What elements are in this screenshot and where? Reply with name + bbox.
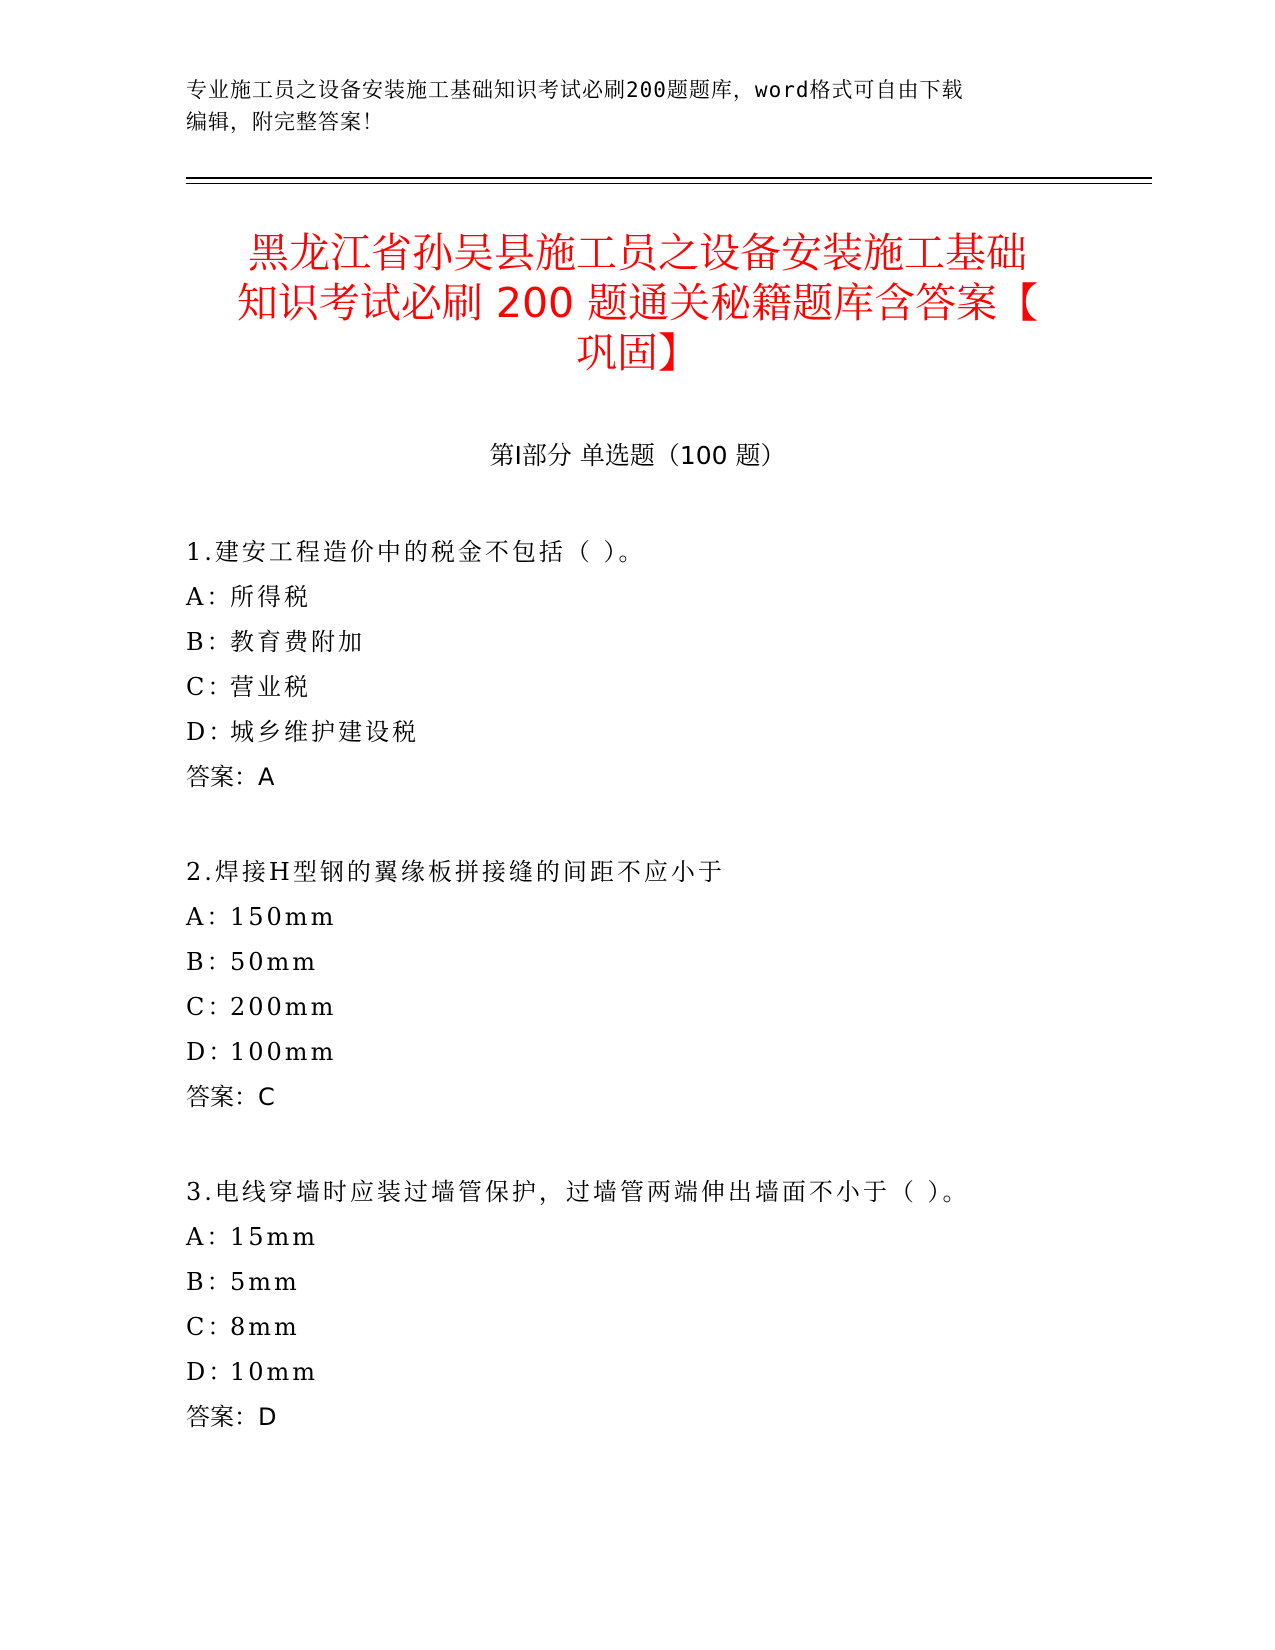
option-text: 5mm bbox=[230, 1268, 300, 1296]
question-stem: 1.建安工程造价中的税金不包括（ ）。 bbox=[186, 538, 646, 566]
option-c bbox=[186, 1305, 1136, 1350]
option-key: A： bbox=[186, 903, 234, 931]
header-note-line-2: 编辑，附完整答案！ bbox=[186, 110, 384, 134]
option-key: C： bbox=[186, 1313, 235, 1341]
title-line-3: 巩固】 bbox=[576, 329, 699, 377]
option-a bbox=[186, 1215, 1136, 1260]
answer-line: 答案：D bbox=[186, 1403, 277, 1431]
question-1 bbox=[186, 530, 1136, 800]
answer-line: 答案：C bbox=[186, 1083, 275, 1111]
section-heading: 第Ⅰ部分 单选题（100 题） bbox=[489, 441, 786, 470]
option-text: 教育费附加 bbox=[230, 628, 365, 656]
option-c bbox=[186, 665, 1136, 710]
question-stem: 3.电线穿墙时应装过墙管保护，过墙管两端伸出墙面不小于（ ）。 bbox=[186, 1178, 970, 1206]
option-key: B： bbox=[186, 1268, 234, 1296]
option-key: D： bbox=[186, 718, 236, 746]
header-divider-thick bbox=[186, 177, 1152, 179]
question-3 bbox=[186, 1170, 1136, 1440]
option-text: 15mm bbox=[230, 1223, 319, 1251]
option-a bbox=[186, 895, 1136, 940]
option-d bbox=[186, 1350, 1136, 1395]
header-note-line-1: 专业施工员之设备安装施工基础知识考试必刷200题题库，word格式可自由下载 bbox=[186, 78, 964, 102]
answer-line: 答案：A bbox=[186, 763, 275, 791]
option-c bbox=[186, 985, 1136, 1030]
option-b bbox=[186, 620, 1136, 665]
option-key: A： bbox=[186, 583, 234, 611]
option-key: C： bbox=[186, 993, 235, 1021]
option-b bbox=[186, 940, 1136, 985]
option-key: C： bbox=[186, 673, 235, 701]
option-text: 100mm bbox=[230, 1038, 337, 1066]
question-list bbox=[186, 530, 1136, 1490]
option-text: 所得税 bbox=[230, 583, 311, 611]
option-b bbox=[186, 1260, 1136, 1305]
question-stem: 2.焊接H型钢的翼缘板拼接缝的间距不应小于 bbox=[186, 858, 725, 886]
header-divider-thin bbox=[186, 183, 1152, 184]
option-text: 200mm bbox=[230, 993, 337, 1021]
option-text: 8mm bbox=[230, 1313, 300, 1341]
option-text: 150mm bbox=[230, 903, 337, 931]
header-note bbox=[186, 74, 1086, 138]
question-2 bbox=[186, 850, 1136, 1120]
option-text: 50mm bbox=[230, 948, 319, 976]
option-key: D： bbox=[186, 1358, 236, 1386]
option-d bbox=[186, 710, 1136, 755]
option-key: D： bbox=[186, 1038, 236, 1066]
option-text: 10mm bbox=[230, 1358, 319, 1386]
title-line-1: 黑龙江省孙吴县施工员之设备安装施工基础 bbox=[248, 229, 1027, 277]
option-text: 营业税 bbox=[230, 673, 311, 701]
option-a bbox=[186, 575, 1136, 620]
option-key: A： bbox=[186, 1223, 234, 1251]
option-key: B： bbox=[186, 628, 234, 656]
option-d bbox=[186, 1030, 1136, 1075]
option-key: B： bbox=[186, 948, 234, 976]
document-title bbox=[186, 228, 1089, 378]
title-line-2: 知识考试必刷 200 题通关秘籍题库含答案【 bbox=[236, 279, 1039, 327]
option-text: 城乡维护建设税 bbox=[230, 718, 419, 746]
